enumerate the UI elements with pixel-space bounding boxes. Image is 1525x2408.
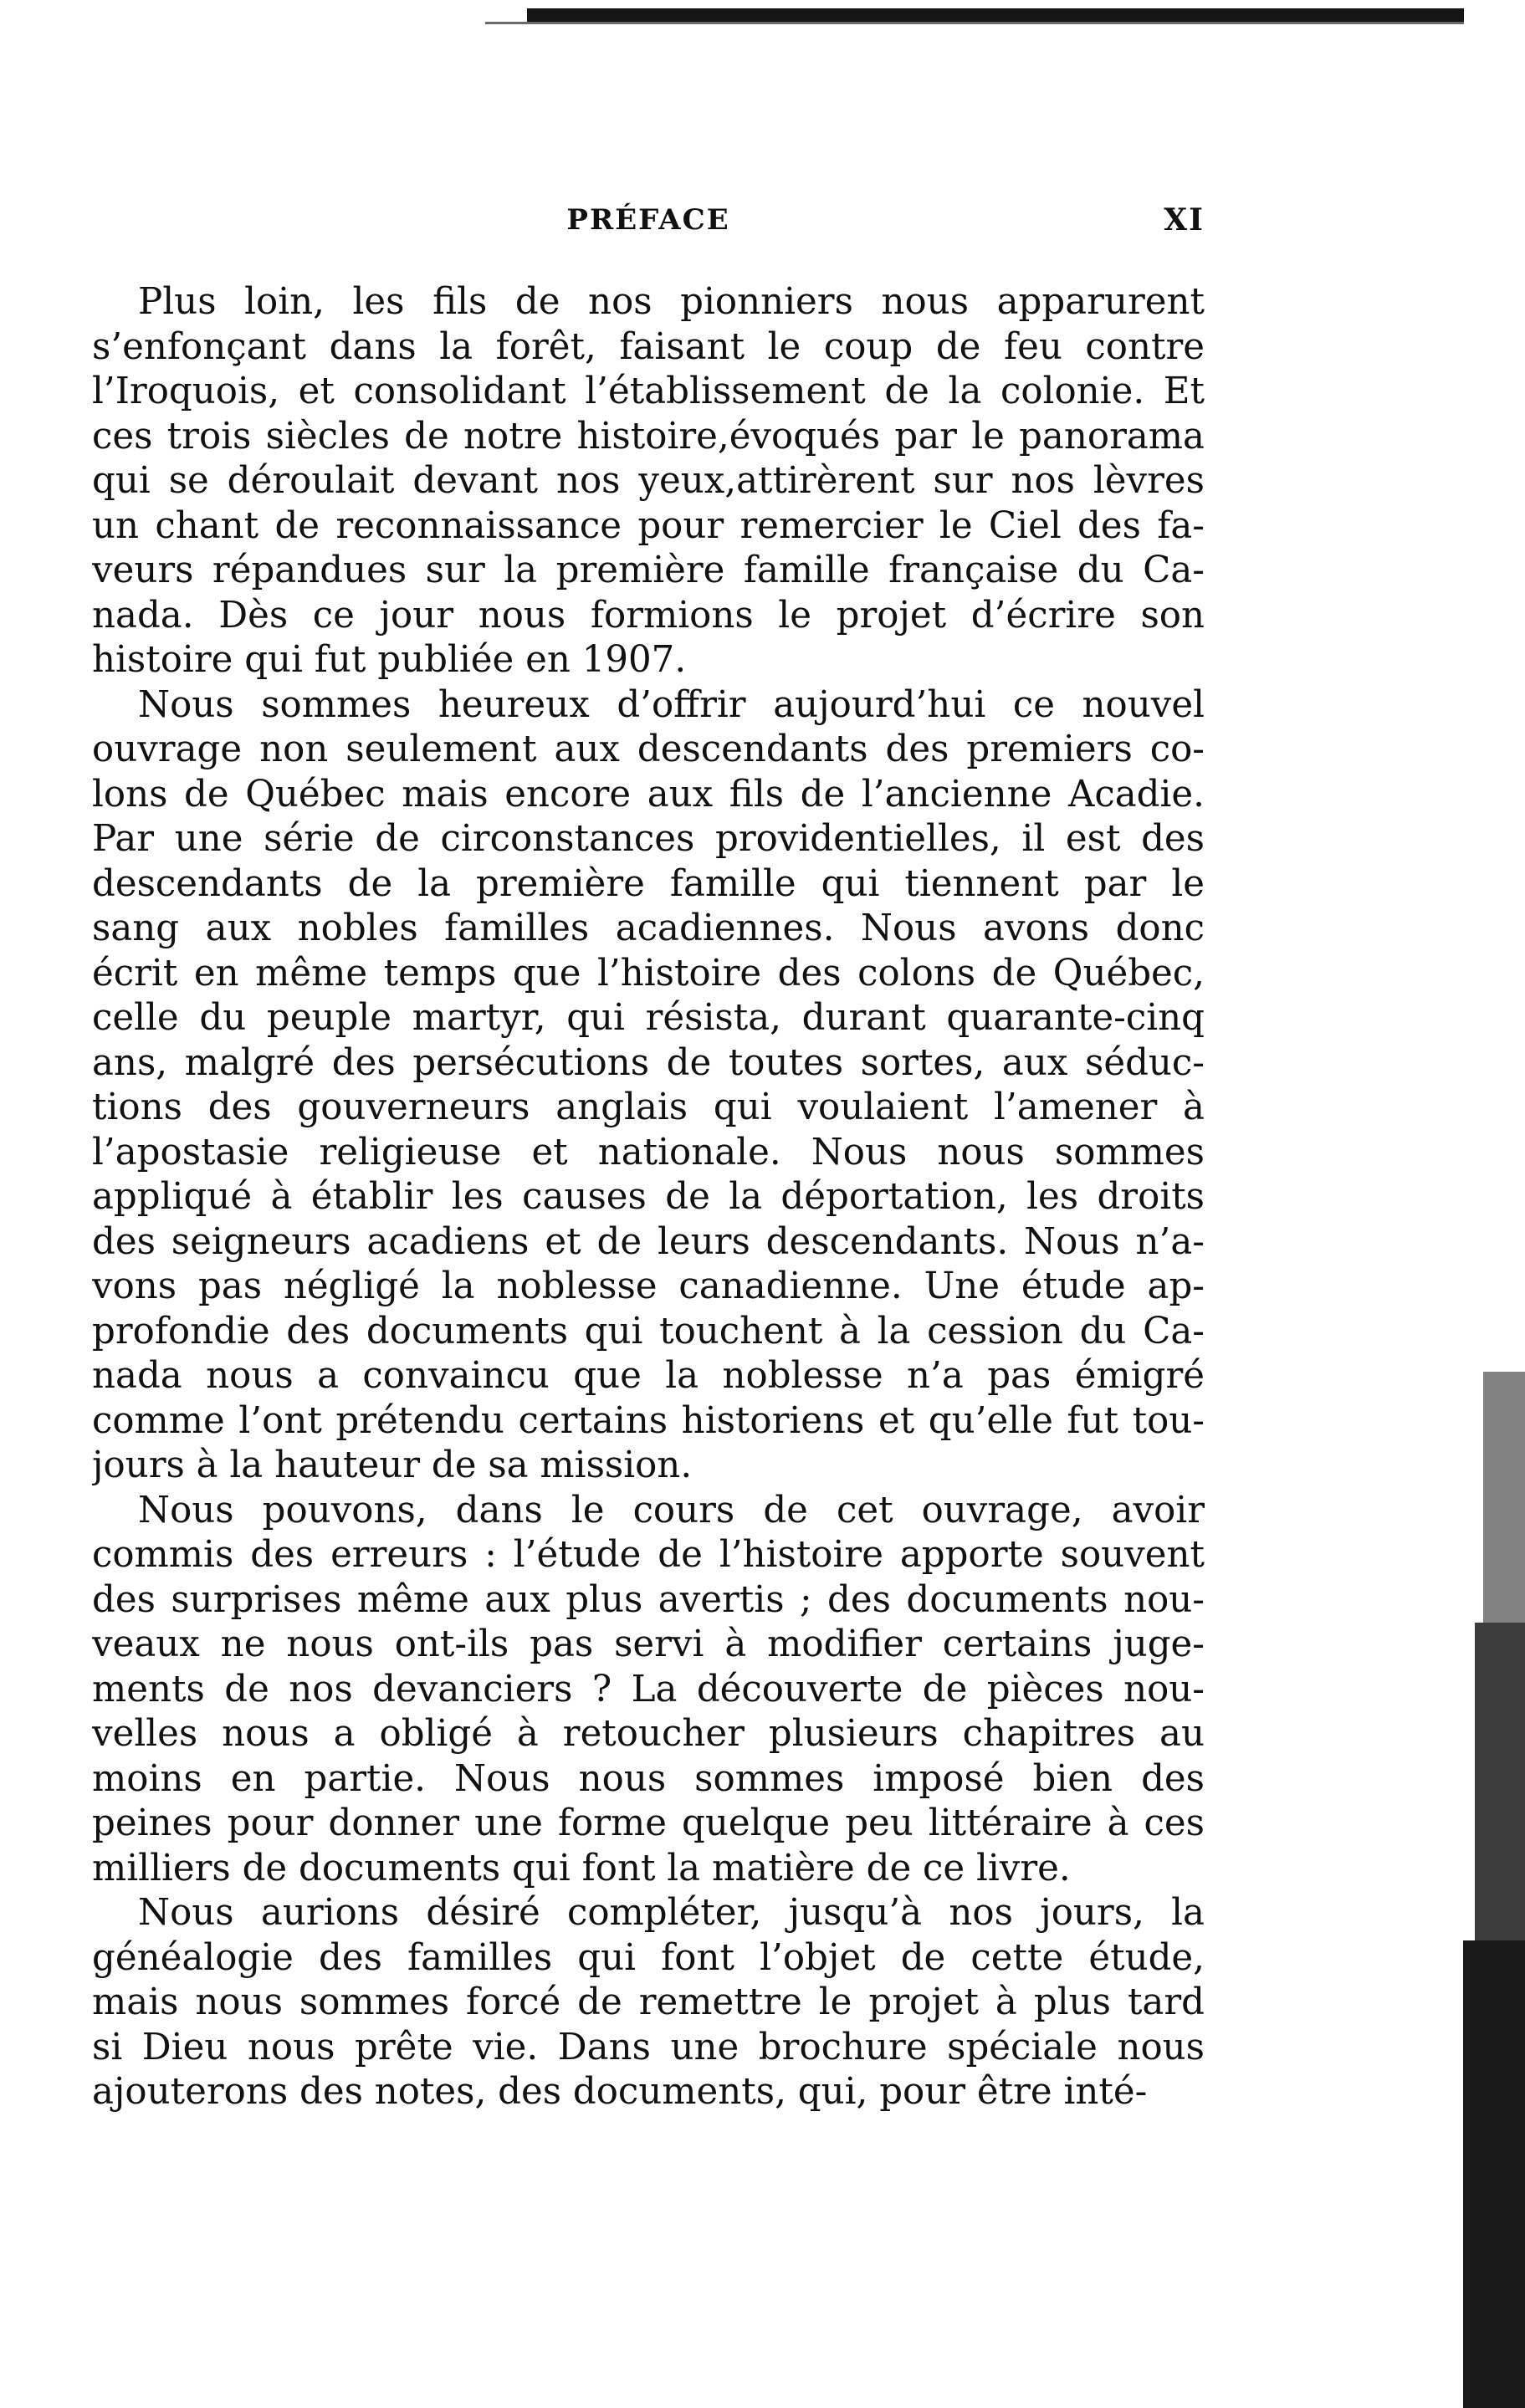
text-line: l’Iroquois, et consolidant l’établissement de la colonie. Et [92, 371, 1205, 412]
text-line: peines pour donner une forme quelque peu littéraire à ces [92, 1802, 1205, 1844]
scan-edge-shadow [1483, 1372, 1525, 1623]
scan-edge-shadow [1475, 1623, 1525, 1940]
text-line: Par une série de circonstances providentielles, il est des [92, 818, 1205, 860]
text-line: veaux ne nous ont-ils pas servi à modifier certains juge- [92, 1623, 1205, 1665]
paragraph [92, 1891, 1205, 2115]
text-line: des surprises même aux plus avertis ; des documents nou- [92, 1578, 1205, 1621]
scan-top-rule-thin [485, 22, 1464, 24]
text-line: sang aux nobles familles acadiennes. Nous avons donc [92, 907, 1205, 949]
text-line: Nous aurions désiré compléter, jusqu’à nos jours, la [138, 1892, 1205, 1934]
text-line: ces trois siècles de notre histoire,évoqués par le panorama [92, 415, 1205, 458]
text-line: ments de nos devanciers ? La découverte de pièces nou- [92, 1668, 1205, 1710]
text-line: si Dieu nous prête vie. Dans une brochure spéciale nous [92, 2026, 1205, 2068]
paragraph [92, 280, 1205, 683]
paragraph [92, 1489, 1205, 1892]
text-line: moins en partie. Nous nous sommes imposé bien des [92, 1757, 1205, 1800]
body-text [92, 280, 1205, 2115]
text-line: comme l’ont prétendu certains historiens et qu’elle fut tou- [92, 1399, 1205, 1442]
text-line: vons pas négligé la noblesse canadienne. Une étude ap- [92, 1265, 1205, 1307]
text-line: jours à la hauteur de sa mission. [92, 1444, 693, 1486]
text-line: ajouterons des notes, des documents, qui, pour être inté- [92, 2071, 1148, 2113]
text-line: descendants de la première famille qui tiennent par le [92, 862, 1205, 905]
text-line: Nous sommes heureux d’offrir aujourd’hui ce nouvel [138, 683, 1205, 726]
running-head [92, 199, 1205, 241]
text-line: lons de Québec mais encore aux fils de l’ancienne Acadie. [92, 773, 1205, 815]
paragraph [92, 683, 1205, 1489]
scan-top-rule [527, 8, 1464, 22]
text-line: nada nous a convaincu que la noblesse n’a pas émigré [92, 1355, 1205, 1397]
text-line: des seigneurs acadiens et de leurs descendants. Nous n’a- [92, 1220, 1205, 1263]
text-line: velles nous a obligé à retoucher plusieurs chapitres au [92, 1713, 1205, 1755]
text-line: tions des gouverneurs anglais qui voulaient l’amener à [92, 1086, 1205, 1128]
text-line: s’enfonçant dans la forêt, faisant le coup de feu contre [92, 325, 1205, 368]
text-line: commis des erreurs : l’étude de l’histoire apporte souvent [92, 1534, 1205, 1576]
text-line: ouvrage non seulement aux descendants des premiers co- [92, 729, 1205, 770]
text-line: appliqué à établir les causes de la déportation, les droits [92, 1176, 1205, 1218]
text-line: histoire qui fut publiée en 1907. [92, 639, 687, 681]
text-line: Plus loin, les fils de nos pionniers nous apparurent [138, 281, 1205, 323]
text-line: profondie des documents qui touchent à la cession du Ca- [92, 1310, 1205, 1352]
text-line: un chant de reconnaissance pour remercier le Ciel des fa- [92, 504, 1205, 547]
text-line: veurs répandues sur la première famille française du Ca- [92, 550, 1205, 591]
text-line: l’apostasie religieuse et nationale. Nous nous sommes [92, 1131, 1205, 1173]
text-line: celle du peuple martyr, qui résista, durant quarante-cinq [92, 997, 1205, 1039]
text-line: qui se déroulait devant nos yeux,attirèrent sur nos lèvres [92, 460, 1205, 502]
text-line: nada. Dès ce jour nous formions le projet d’écrire son [92, 594, 1205, 637]
page-number: XI [1164, 202, 1205, 238]
text-line: écrit en même temps que l’histoire des colons de Québec, [92, 952, 1205, 994]
text-line: mais nous sommes forcé de remettre le projet à plus tard [92, 1981, 1205, 2023]
scan-edge-shadow [1463, 1940, 1525, 2408]
text-line: milliers de documents qui font la matière de ce livre. [92, 1847, 1071, 1889]
text-line: ans, malgré des persécutions de toutes sortes, aux séduc- [92, 1041, 1205, 1084]
text-line: Nous pouvons, dans le cours de cet ouvrage, avoir [138, 1489, 1205, 1531]
text-line: généalogie des familles qui font l’objet de cette étude, [92, 1936, 1205, 1979]
running-title: PRÉFACE [566, 203, 730, 237]
